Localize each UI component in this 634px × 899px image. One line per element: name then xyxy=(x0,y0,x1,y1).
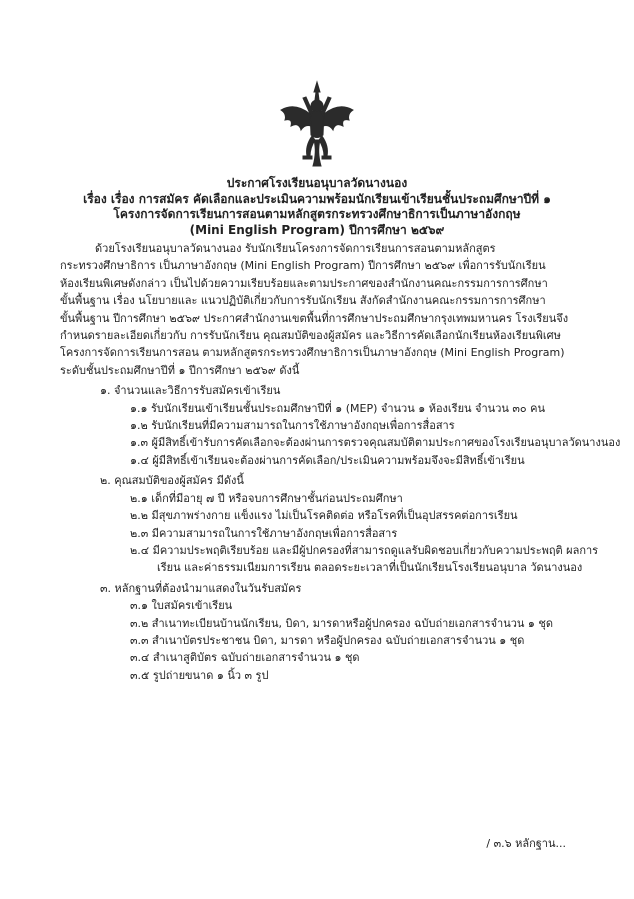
section-item: ๓.๕ รูปถ่ายขนาด ๑ นิ้ว ๓ รูป xyxy=(130,668,269,682)
section-title: ๑. จำนวนและวิธีการรับสมัครเข้าเรียน xyxy=(100,384,281,398)
section-item: ๑.๒ รับนักเรียนที่มีความสามารถในการใช้ภาษาอังกฤษเพื่อการสื่อสาร xyxy=(130,419,455,433)
section-item: ๒.๔ มีความประพฤติเรียบร้อย และมีผู้ปกครองที่สามารถดูแลรับผิดชอบเกี่ยวกับความประพฤติ ผลการเรียน และค่าธรรมเนียมการเรียน ตลอดระยะเวลาที่เป็นนักเรียนโรงเรียนอนุบาล วัดนางนอง xyxy=(130,543,599,575)
page-continuation: / ๓.๖ หลักฐาน... xyxy=(486,837,566,850)
intro-line: กำหนดรายละเอียดเกี่ยวกับ การรับนักเรียน คุณสมบัติของผู้สมัคร และวิธีการคัดเลือกนักเรียนห้องเรียนพิเศษ xyxy=(60,329,561,343)
garuda-emblem-icon xyxy=(277,80,357,170)
intro-line: ระดับชั้นประถมศึกษาปีที่ ๑ ปีการศึกษา ๒๕๖๙ ดังนี้ xyxy=(60,363,300,377)
section-title: ๒. คุณสมบัติของผู้สมัคร มีดังนี้ xyxy=(100,474,244,488)
section-enrollment xyxy=(60,382,621,469)
section-item: ๓.๓ สำเนาบัตรประชาชน บิดา, มารดา หรือผู้ปกครอง ฉบับถ่ายเอกสารจำนวน ๑ ชุด xyxy=(130,633,525,647)
section-item: ๓.๒ สำเนาทะเบียนบ้านนักเรียน, บิดา, มารดาหรือผู้ปกครอง ฉบับถ่ายเอกสารจำนวน ๑ ชุด xyxy=(130,616,553,630)
section-documents xyxy=(60,580,578,684)
section-item: ๓.๔ สำเนาสูติบัตร ฉบับถ่ายเอกสารจำนวน ๑ ชุด xyxy=(130,651,360,665)
announcement-header xyxy=(0,176,634,238)
header-project: โครงการจัดการเรียนการสอนตามหลักสูตรกระทรวงศึกษาธิการเป็นภาษาอังกฤษ xyxy=(113,207,521,221)
header-subject: เรื่อง เรื่อง การสมัคร คัดเลือกและประเมินความพร้อมนักเรียนเข้าเรียนชั้นประถมศึกษาปีที่ ๑ xyxy=(83,191,551,206)
intro-line: ห้องเรียนพิเศษดังกล่าว เป็นไปด้วยความเรียบร้อยและตามประกาศของสำนักงานคณะกรรมการการศึกษา xyxy=(60,276,548,290)
announcement-body xyxy=(60,240,621,684)
intro-paragraph xyxy=(60,240,578,379)
intro-line: กระทรวงศึกษาธิการ เป็นภาษาอังกฤษ (Mini English Program) ปีการศึกษา ๒๕๖๙ เพื่อการรับนักเรียน xyxy=(60,259,546,273)
intro-line: ด้วยโรงเรียนอนุบาลวัดนางนอง รับนักเรียนโครงการจัดการเรียนการสอนตามหลักสูตร xyxy=(95,242,496,255)
section-item: ๒.๓ มีความสามารถในการใช้ภาษาอังกฤษเพื่อการสื่อสาร xyxy=(130,526,398,540)
header-title: ประกาศโรงเรียนอนุบาลวัดนางนอง xyxy=(226,176,408,190)
header-program-year: (Mini English Program) ปีการศึกษา ๒๕๖๙ xyxy=(189,222,445,237)
intro-line: โครงการจัดการเรียนการสอน ตามหลักสูตรกระทรวงศึกษาธิการเป็นภาษาอังกฤษ (Mini English Program) xyxy=(60,346,565,360)
intro-line: ขั้นพื้นฐาน ปีการศึกษา ๒๕๖๙ ประกาศสำนักงานเขตพื้นที่การศึกษาประถมศึกษากรุงเทพมหานคร โรงเรียนจึง xyxy=(60,311,569,325)
section-qualifications xyxy=(60,472,599,576)
section-item: ๒.๒ มีสุขภาพร่างกาย แข็งแรง ไม่เป็นโรคติดต่อ หรือโรคที่เป็นอุปสรรคต่อการเรียน xyxy=(130,509,518,523)
section-item: ๑.๔ ผู้มีสิทธิ์เข้าเรียนจะต้องผ่านการคัดเลือก/ประเมินความพร้อมจึงจะมีสิทธิ์เข้าเรียน xyxy=(130,453,525,467)
section-item: ๑.๓ ผู้มีสิทธิ์เข้ารับการคัดเลือกจะต้องผ่านการตรวจคุณสมบัติตามประกาศของโรงเรียนอนุบาลวัดนางนอง xyxy=(130,436,621,450)
section-item: ๓.๑ ใบสมัครเข้าเรียน xyxy=(130,599,233,613)
section-title: ๓. หลักฐานที่ต้องนำมาแสดงในวันรับสมัคร xyxy=(100,581,302,595)
section-item: ๑.๑ รับนักเรียนเข้าเรียนชั้นประถมศึกษาปีที่ ๑ (MEP) จำนวน ๑ ห้องเรียน จำนวน ๓๐ คน xyxy=(130,401,545,415)
section-item: ๒.๑ เด็กที่มีอายุ ๗ ปี หรือจบการศึกษาชั้นก่อนประถมศึกษา xyxy=(130,491,403,505)
intro-line: ขั้นพื้นฐาน เรื่อง นโยบายและ แนวปฏิบัติเกี่ยวกับการรับนักเรียน สังกัดสำนักงานคณะกรรมการการศึกษา xyxy=(60,294,546,308)
